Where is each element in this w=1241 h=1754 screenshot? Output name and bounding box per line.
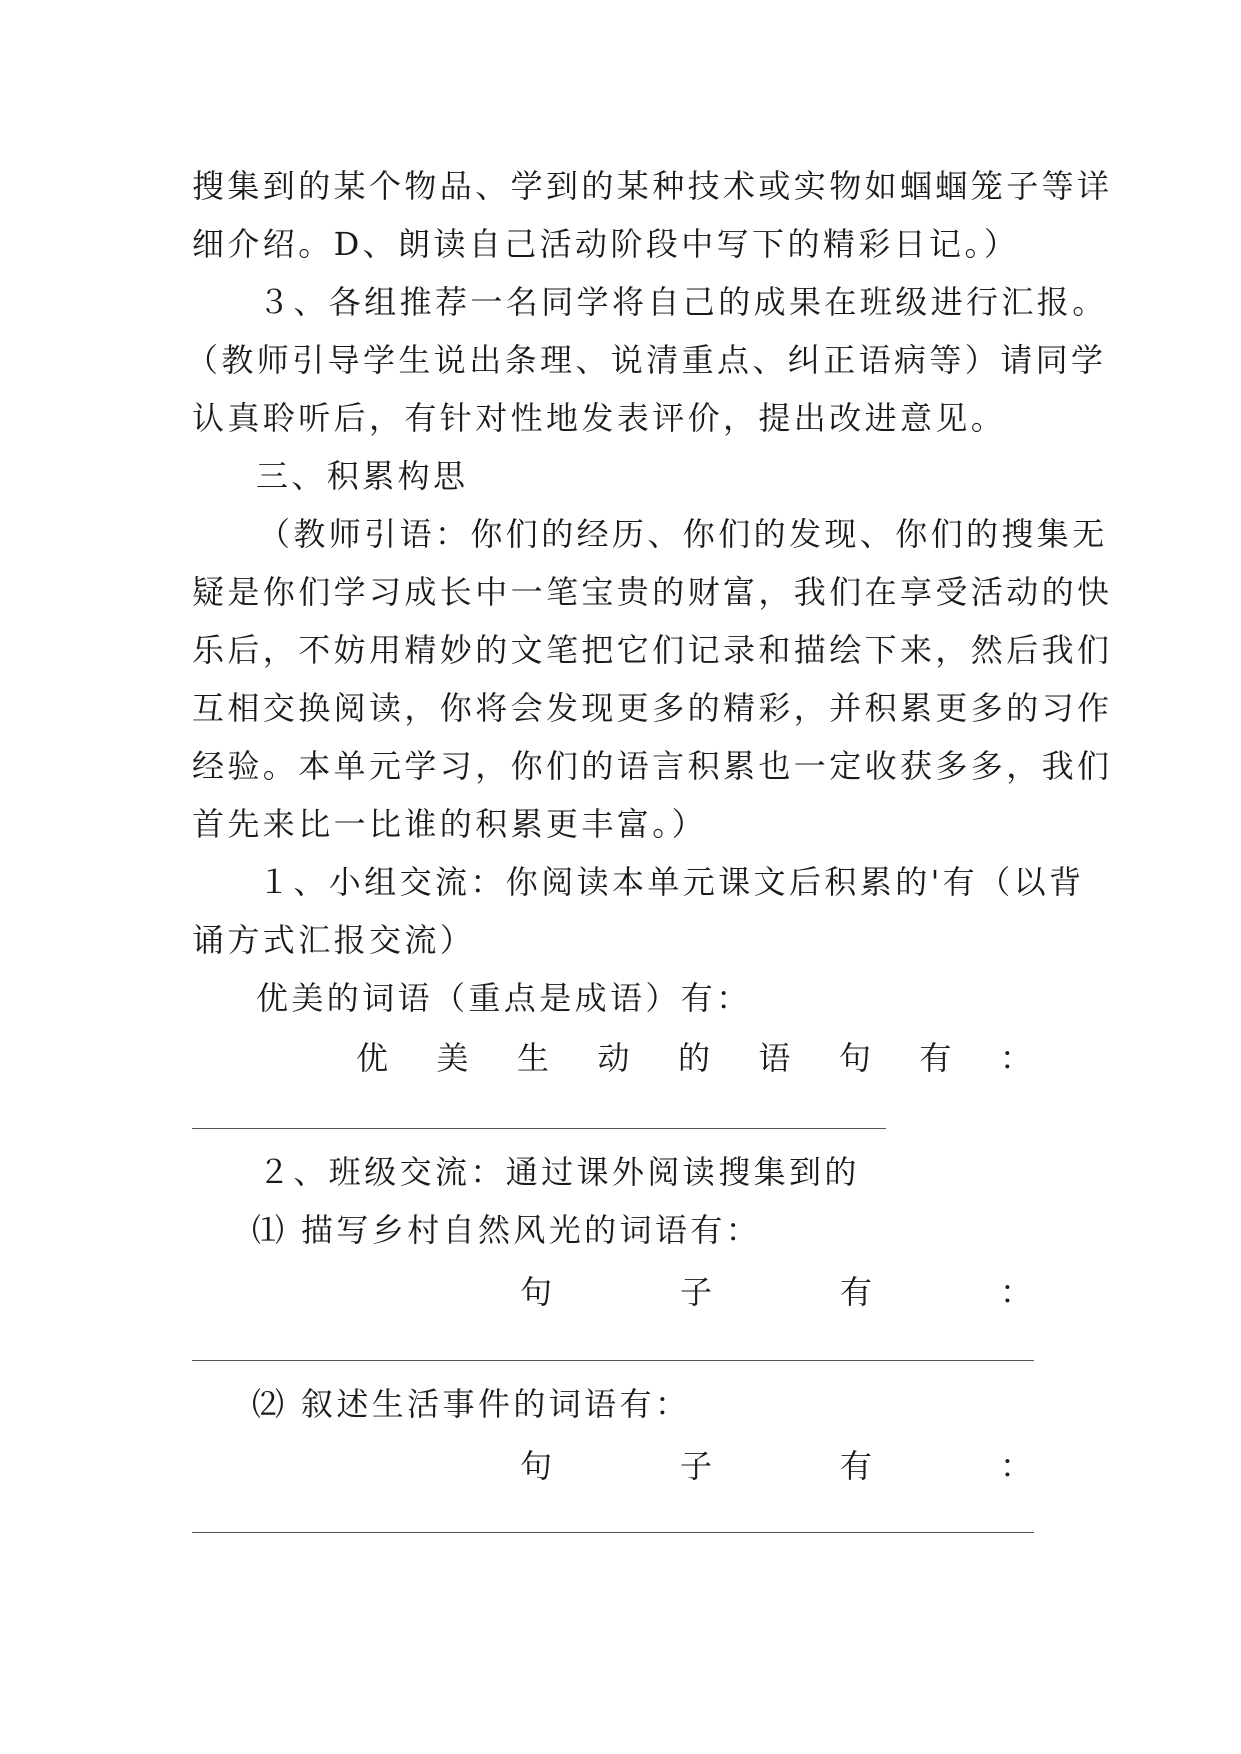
spaced-char: 子 <box>679 1273 712 1311</box>
text-line: 诵方式汇报交流） <box>192 921 476 959</box>
fill-in-line <box>192 1532 1034 1533</box>
spaced-char: ： <box>999 1447 1032 1485</box>
sub-item-label: ⑴ 描写乡村自然风光的词语有： <box>252 1211 762 1249</box>
text-line: 互相交换阅读，你将会发现更多的精彩，并积累更多的习作 <box>192 689 1113 727</box>
text-line: 乐后，不妨用精妙的文笔把它们记录和描绘下来，然后我们 <box>192 631 1113 669</box>
spaced-char: 句 <box>520 1447 553 1485</box>
text-line: （教师引语：你们的经历、你们的发现、你们的搜集无 <box>258 515 1108 553</box>
text-line: 搜集到的某个物品、学到的某种技术或实物如蝈蝈笼子等详 <box>192 167 1113 205</box>
text-line: ２、班级交流：通过课外阅读搜集到的 <box>258 1153 860 1191</box>
spaced-char: 美 <box>436 1039 469 1077</box>
text-line: 认真聆听后，有针对性地发表评价，提出改进意见。 <box>192 399 1007 437</box>
text-line: 细介绍。D、朗读自己活动阶段中写下的精彩日记。） <box>192 225 1020 263</box>
section-heading: 三、积累构思 <box>256 457 469 495</box>
spaced-char: ： <box>999 1273 1032 1311</box>
spaced-char: 子 <box>679 1447 712 1485</box>
spaced-char: 有 <box>919 1039 952 1077</box>
spaced-char: 动 <box>597 1039 630 1077</box>
spaced-char: 生 <box>516 1039 549 1077</box>
text-line: 经验。本单元学习，你们的语言积累也一定收获多多，我们 <box>192 747 1113 785</box>
spaced-char: 句 <box>520 1273 553 1311</box>
spaced-sentence-prompt <box>520 1446 1032 1486</box>
fill-in-line <box>192 1360 1034 1361</box>
spaced-sentence-prompt <box>356 1038 1032 1078</box>
sub-item-label: ⑵ 叙述生活事件的词语有： <box>252 1385 691 1423</box>
spaced-char: 语 <box>758 1039 791 1077</box>
text-line: ３、各组推荐一名同学将自己的成果在班级进行汇报。 <box>258 283 1108 321</box>
text-line: 首先来比一比谁的积累更丰富。） <box>192 805 708 843</box>
spaced-char: ： <box>999 1039 1032 1077</box>
spaced-char: 有 <box>839 1273 872 1311</box>
spaced-char: 句 <box>838 1039 871 1077</box>
spaced-char: 优 <box>356 1039 389 1077</box>
text-line: （教师引导学生说出条理、说清重点、纠正语病等）请同学 <box>186 341 1107 379</box>
text-line: 疑是你们学习成长中一笔宝贵的财富，我们在享受活动的快 <box>192 573 1113 611</box>
text-line: 优美的词语（重点是成语）有： <box>256 979 752 1017</box>
fill-in-line <box>192 1128 886 1129</box>
spaced-char: 的 <box>677 1039 710 1077</box>
spaced-sentence-prompt <box>520 1272 1032 1312</box>
spaced-char: 有 <box>839 1447 872 1485</box>
text-line: １、小组交流：你阅读本单元课文后积累的'有（以背 <box>258 863 1085 901</box>
